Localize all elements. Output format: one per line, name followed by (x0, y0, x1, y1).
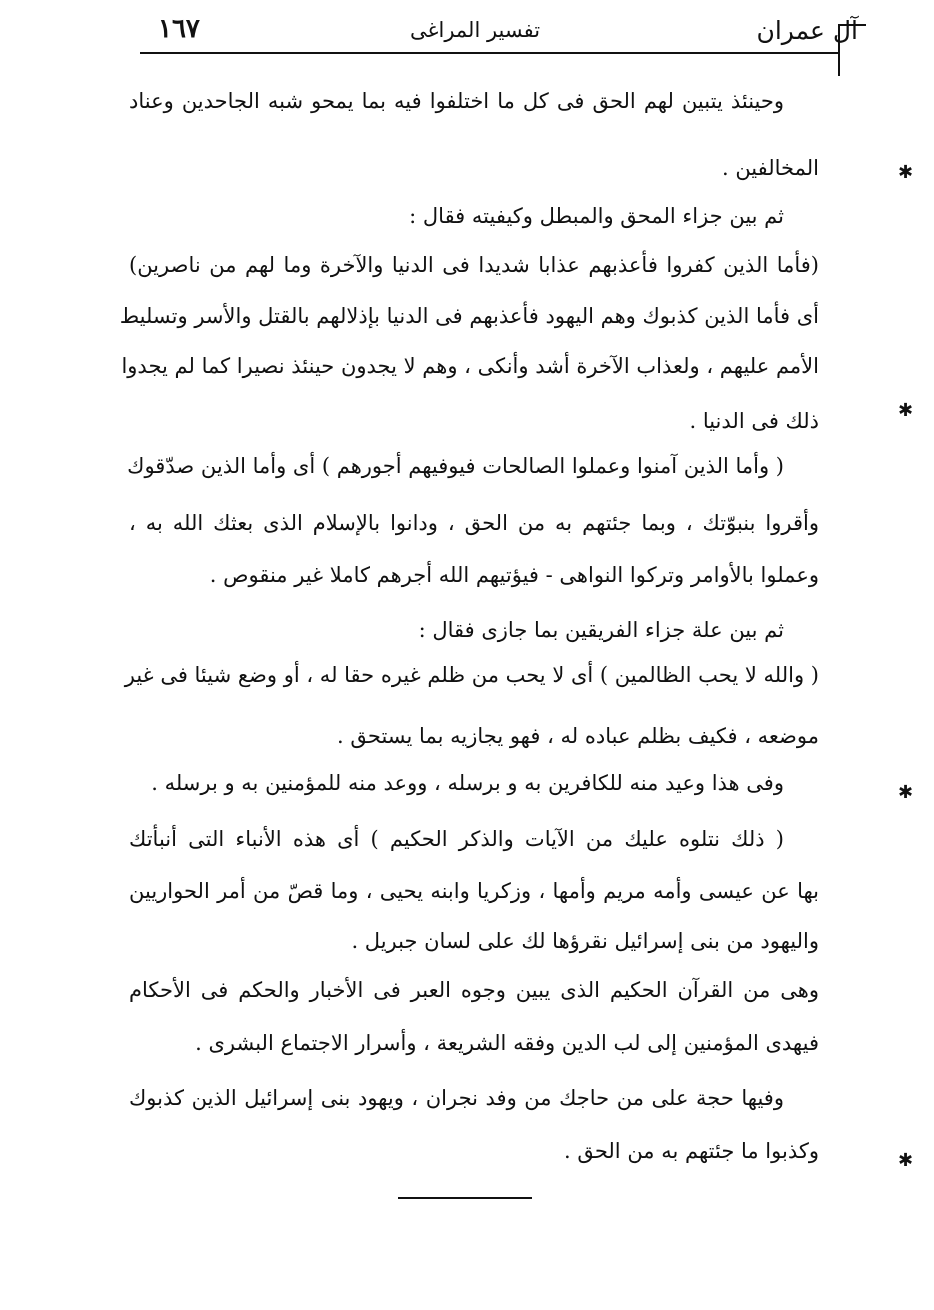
text-line: ذلك فى الدنيا . (689, 409, 819, 433)
end-separator-rule (398, 1197, 532, 1199)
margin-mark-icon: ✱ (898, 162, 914, 183)
text-line: ( ذلك نتلوه عليك من الآيات والذكر الحكيم ) أى هذه الأنباء التى أنبأتك (129, 827, 784, 851)
text-line: موضعه ، فكيف بظلم عباده له ، فهو يجازيه بما يستحق . (337, 724, 819, 748)
text-line: أى فأما الذين كذبوك وهم اليهود فأعذبهم فى الدنيا بإذلالهم بالقتل والأسر وتسليط (119, 304, 819, 328)
margin-mark-icon: ✱ (898, 400, 914, 421)
text-line: ثم بين جزاء المحق والمبطل وكيفيته فقال : (409, 204, 784, 228)
surah-name: آل عمران (756, 16, 858, 45)
text-line: المخالفين . (721, 156, 819, 180)
text-line: بها عن عيسى وأمه مريم وأمها ، وزكريا وابنه يحيى ، وما قصّ من أمر الحواريين (129, 879, 819, 903)
book-title: تفسير المراغى (410, 18, 541, 42)
text-line: وكذبوا ما جئتهم به من الحق . (563, 1139, 819, 1163)
text-line: وفيها حجة على من حاجك من وفد نجران ، ويهود بنى إسرائيل الذين كذبوك (129, 1086, 784, 1110)
text-line: فيهدى المؤمنين إلى لب الدين وفقه الشريعة ، وأسرار الاجتماع البشرى . (195, 1031, 819, 1055)
text-line: ( وأما الذين آمنوا وعملوا الصالحات فيوفيهم أجورهم ) أى وأما الذين صدّقوك (127, 454, 784, 478)
text-line: واليهود من بنى إسرائيل نقرؤها لك على لسان جبريل . (351, 929, 819, 953)
page-number: ١٦٧ (158, 14, 200, 44)
text-line: وهى من القرآن الحكيم الذى يبين وجوه العبر فى الأخبار والحكم فى الأحكام (129, 978, 819, 1002)
margin-mark-icon: ✱ (898, 782, 914, 803)
text-line: وفى هذا وعيد منه للكافرين به و برسله ، ووعد منه للمؤمنين به و برسله . (151, 771, 784, 795)
text-line: وعملوا بالأوامر وتركوا النواهى - فيؤتيهم الله أجرهم كاملا غير منقوص . (209, 563, 819, 587)
text-line: وحينئذ يتبين لهم الحق فى كل ما اختلفوا فيه بما يمحو شبه الجاحدين وعناد (129, 89, 784, 113)
text-line: ( والله لا يحب الظالمين ) أى لا يحب من ظلم غيره حقا له ، أو وضع شيئا فى غير (124, 663, 819, 687)
text-line: (فأما الذين كفروا فأعذبهم عذابا شديدا فى الدنيا والآخرة وما لهم من ناصرين) (129, 253, 819, 277)
text-line: ثم بين علة جزاء الفريقين بما جازى فقال : (418, 618, 784, 642)
margin-mark-icon: ✱ (898, 1150, 914, 1171)
text-line: الأمم عليهم ، ولعذاب الآخرة أشد وأنكى ، وهم لا يجدون حينئذ نصيرا كما لم يجدوا (121, 354, 819, 378)
text-line: وأقروا بنبوّتك ، وبما جئتهم به من الحق ، ودانوا بالإسلام الذى بعثك الله به ، (129, 511, 819, 535)
